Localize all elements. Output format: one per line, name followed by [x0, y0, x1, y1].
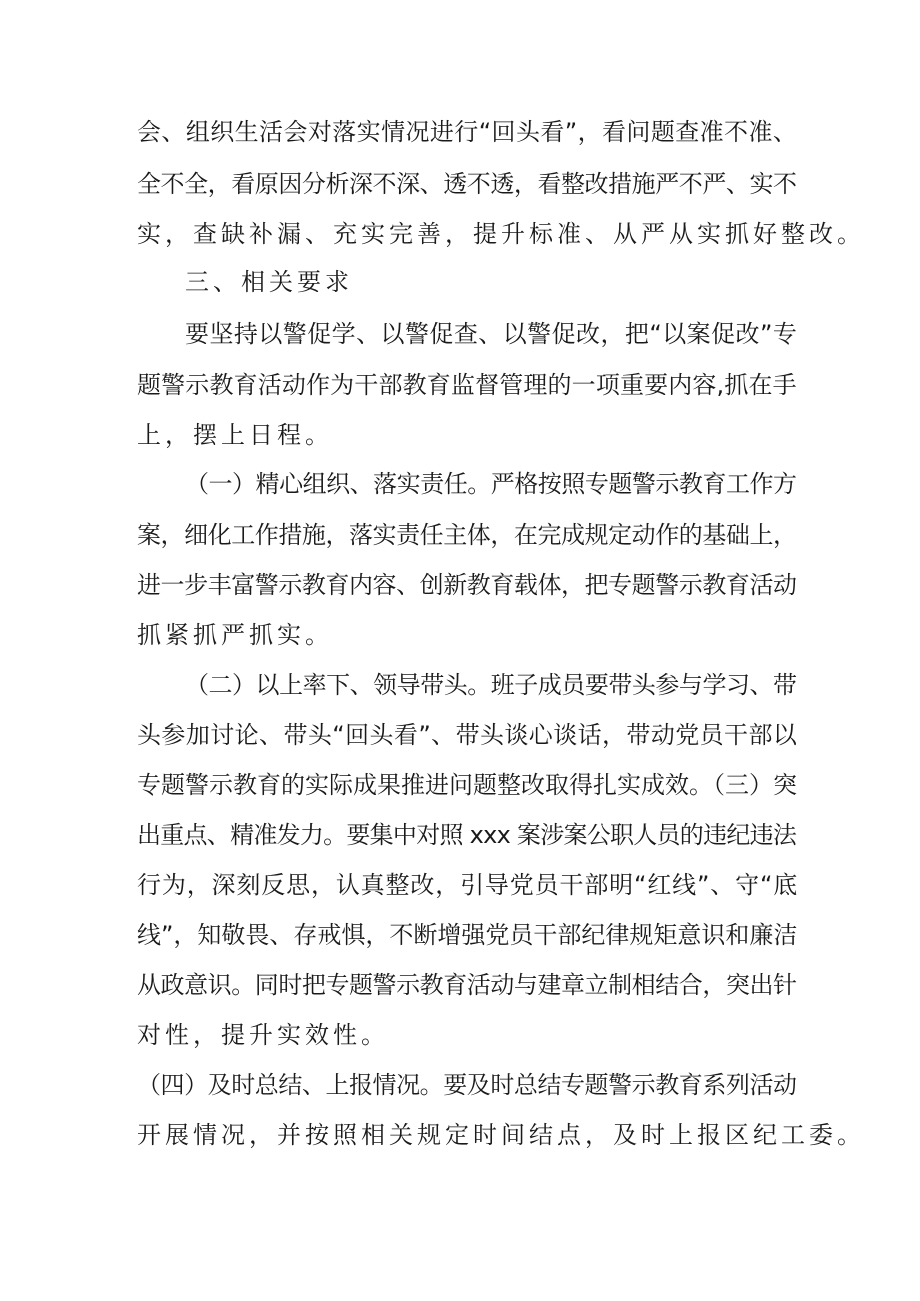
body-line: 实，查缺补漏、充实完善，提升标准、从严从实抓好整改。: [137, 220, 865, 248]
section-heading: 三、相关要求: [185, 268, 353, 296]
body-line: 线”，知敬畏、存戒惧，不断增强党员干部纪律规矩意识和廉洁: [137, 921, 798, 949]
body-line: 专题警示教育的实际成果推进问题整改取得扎实成效。（三）突: [137, 771, 797, 799]
body-line: 上，摆上日程。: [137, 421, 333, 449]
body-line: 会、组织生活会对落实情况进行“回头看”，看问题查准不准、: [137, 118, 798, 146]
body-line: （一）精心组织、落实责任。严格按照专题警示教育工作方: [185, 470, 797, 498]
body-line: 行为，深刻反思，认真整改，引导党员干部明“红线”、守“底: [137, 871, 799, 899]
body-line: 开展情况，并按照相关规定时间结点，及时上报区纪工委。: [137, 1121, 865, 1149]
body-line: （二）以上率下、领导带头。班子成员要带头参与学习、带: [185, 671, 797, 699]
body-line: 进一步丰富警示教育内容、创新教育载体，把专题警示教育活动: [137, 571, 797, 599]
body-line: 全不全，看原因分析深不深、透不透，看整改措施严不严、实不: [137, 170, 797, 198]
body-line: 头参加讨论、带头“回头看”、带头谈心谈话，带动党员干部以: [137, 721, 798, 749]
body-line: 对性，提升实效性。: [137, 1021, 389, 1049]
body-line: 从政意识。同时把专题警示教育活动与建章立制相结合，突出针: [137, 971, 797, 999]
body-line: 出重点、精准发力。要集中对照 xxx 案涉案公职人员的违纪违法: [137, 821, 797, 849]
body-line: 抓紧抓严抓实。: [137, 621, 333, 649]
body-line: 题警示教育活动作为干部教育监督管理的一项重要内容,抓在手: [137, 371, 797, 399]
body-line: （四）及时总结、上报情况。要及时总结专题警示教育系列活动: [137, 1071, 797, 1099]
body-line: 案，细化工作措施，落实责任主体，在完成规定动作的基础上，: [137, 521, 797, 549]
body-line: 要坚持以警促学、以警促查、以警促改，把“以案促改”专: [185, 320, 798, 348]
